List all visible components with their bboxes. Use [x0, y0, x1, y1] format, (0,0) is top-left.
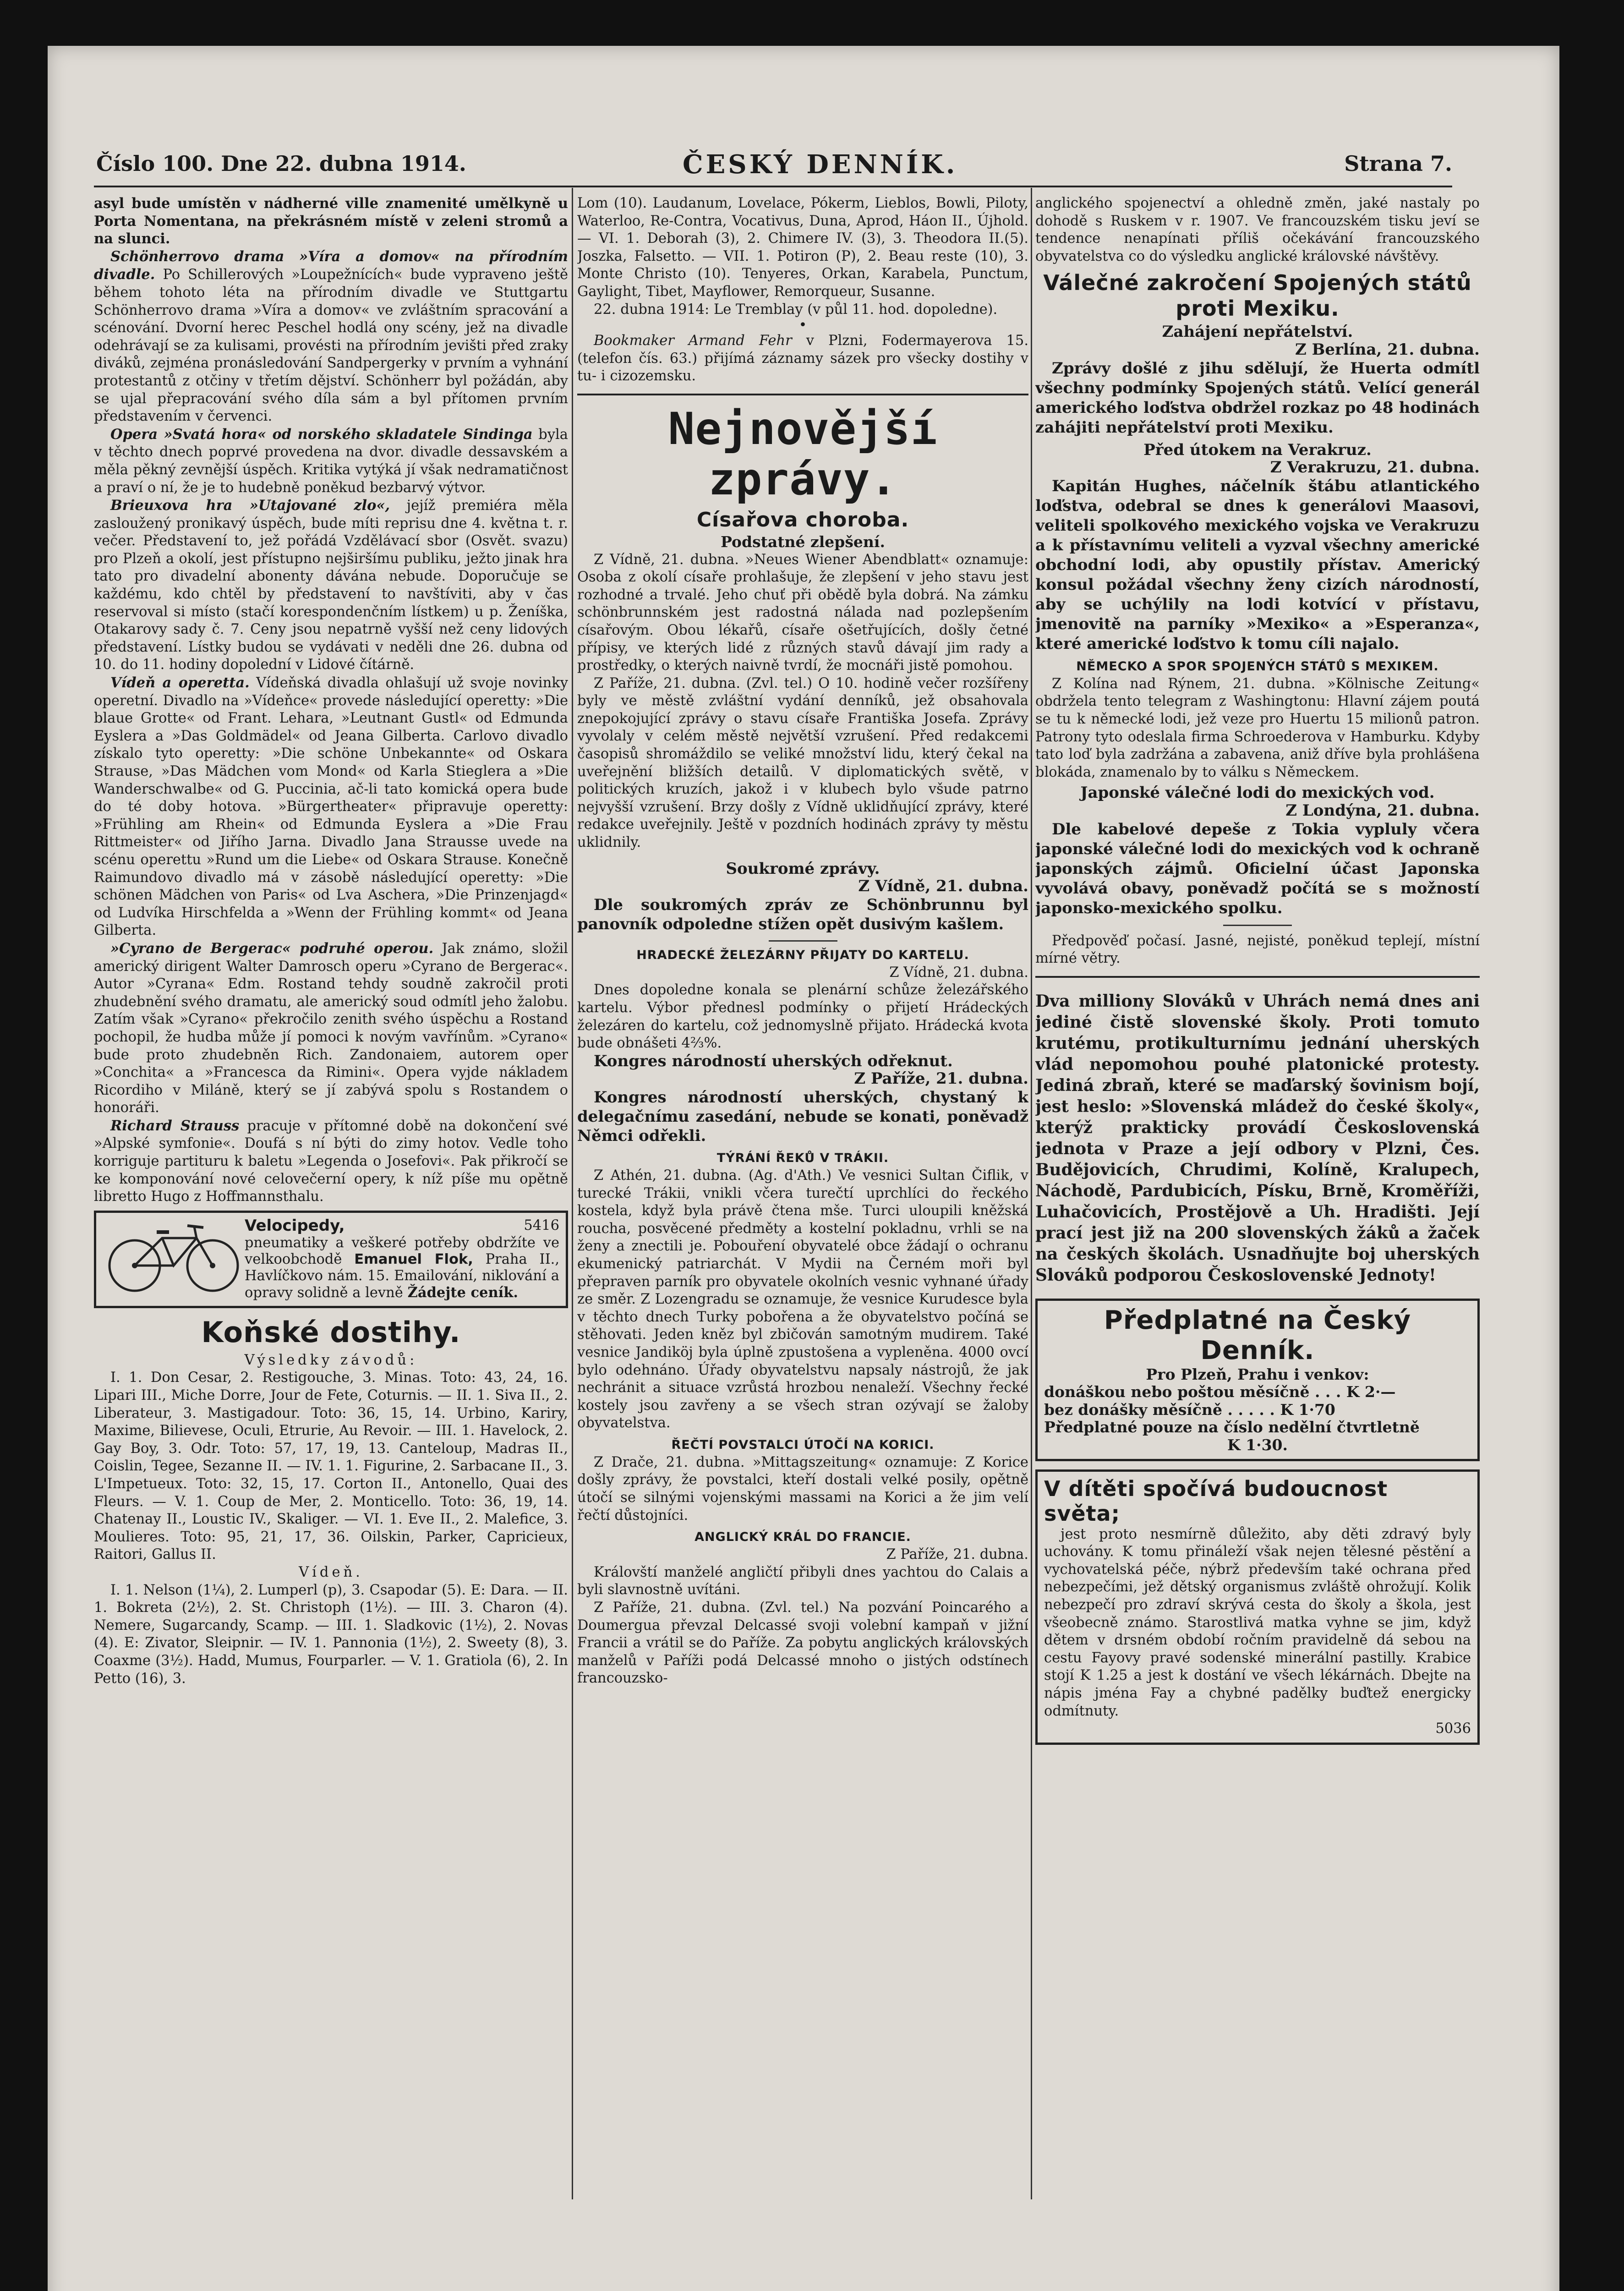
illness-title: Císařova choroba.	[696, 508, 909, 532]
racing-subtitle: Výsledky závodů:	[244, 1352, 418, 1368]
article-body: Po Schillerových »Loupežnících« bude vypraveno ještě během tohoto léta na přírodním divadle ve Stuttgartu Schönherrovo drama »Víra a domov« ve zvláštním spracování a scénování. Dvorní herec Peschel hodlá ony scény, jež na divadle odehrávají se za kulisami, provésti na přírodním jevišti před zraky diváků, zejména pronásledování Sandpergerky v prvním a vyhnání protestantů z otčiny v třetím dějství. Schönherr byl požádán, aby se ujal přepracování svého díla sám a byl přítomen prvním představením v červenci.	[94, 267, 568, 425]
subscription-for: Pro Plzeň, Prahu i venkov:	[1146, 1365, 1369, 1383]
bicycle-ad-body2: Praha II., Havlíčkovo nám. 15. Emailování, niklování a opravy solidně a levně	[245, 1251, 560, 1301]
subscription-line-2: bez donášky měsíčně . . . . . K 1·70	[1044, 1400, 1335, 1419]
subscription-box	[1035, 1299, 1480, 1461]
bicycle-ad-text	[245, 1217, 559, 1301]
article-brieux	[94, 497, 568, 674]
king-body: Královští manželé angličtí přibyli dnes yachtou do Calais a byli slavnostně uvítáni.	[577, 1564, 1028, 1598]
berlin-body: Zprávy došlé z jihu sdělují, že Huerta odmítl všechny podmínky Spojených států. Velící generál amerického loďstva obdržel rozkaz po 48 hodinách zahájiti nepřátelství proti Mexiku.	[1035, 359, 1480, 437]
masthead: ČESKÝ DENNÍK.	[683, 149, 958, 180]
child-ad-title: V dítěti spočívá budoucnost světa;	[1044, 1476, 1388, 1526]
korea-heading: ŘEČTÍ POVSTALCI ÚTOČÍ NA KORICI.	[671, 1437, 935, 1452]
short-rule	[769, 940, 837, 942]
page-number: Strana 7.	[1344, 151, 1452, 176]
germany-body: Z Kolína nad Rýnem, 21. dubna. »Kölnische Zeitung« obdržela tento telegram z Washingtonu: Hlavní zájem poutá se tu k německé lodi, jež veze pro Huertu 15 milionů patron. Patrony tyto odeslala firma Schroederova v Hamburku. Kdyby tato loď byla zadržána a zabavena, aniž dříve byla prohlášena blokáda, znamenalo by to válku s Německem.	[1035, 675, 1480, 780]
article-lead: Richard Strauss	[110, 1117, 240, 1134]
article-lead: Vídeň a operetta.	[110, 674, 250, 691]
veracruz-title: Před útokem na Verakruz.	[1143, 440, 1372, 459]
bookmaker-name: Bookmaker Armand Fehr	[594, 333, 792, 349]
berlin-dateline: Z Berlína, 21. dubna.	[1295, 340, 1480, 359]
article-cyrano	[94, 940, 568, 1117]
weather-forecast: Předpověď počasí. Jasné, nejisté, poněkud teplejí, místní mírné větry.	[1035, 932, 1480, 967]
slovak-appeal: Dva milliony Slováků v Uhrách nemá dnes ani jediné čistě slovenské školy. Proti tomuto krutému, protikulturnímu jednání uherských vlád nepomohou pouhé platonické protesty. Jediná zbraň, které se maďarský šovinism bojí, jest heslo: »Slovenská mládež do české školy«, kterýž prakticky provádí Československá jednota v Praze a její odbory v Plzni, Čes. Budějovicích, Chrudimi, Kolíně, Kralupech, Náchodě, Pardubicích, Písku, Brně, Kroměříži, Luhačovicích, Prostějově a Uh. Hradišti. Její prací jest již na 200 slovenských žáků a žaček na českých školách. Usnadňujte boj uherských Slováků podporou Československé Jednoty!	[1035, 991, 1480, 1285]
article-body: byla v těchto dnech poprvé provedena na dvor. divadle dessavském a měla pěkný zevnější úspěch. Kritika vytýká jí však nedramatičnost a praví o ní, že je to hudebně poněkud bezbarvý výtvor.	[94, 426, 568, 496]
article-strauss	[94, 1117, 568, 1206]
article-lead: Brieuxova hra »Utajované zlo«,	[110, 497, 390, 514]
vienna-label: Vídeň.	[299, 1564, 363, 1580]
ad-number: 5416	[524, 1217, 559, 1233]
short-rule	[1223, 925, 1292, 926]
column-1	[94, 195, 568, 2202]
veracruz-body: Kapitán Hughes, náčelník štábu atlantického loďstva, odebral se dnes k generálovi Maasovi, veliteli spolkového mexického vojska ve Verakruzu a k přístavnímu veliteli a vyzval všechny americké obchodní lodi, aby opustily přístav. Americký konsul požádal všechny ženy cizích národností, aby se uchýlily na lodi kotvící v přístavu, jmenovitě na parníky »Mexiko« a »Esperanza«, které americké loďstvo k tomu cíli najalo.	[1035, 477, 1480, 653]
king-heading: ANGLICKÝ KRÁL DO FRANCIE.	[694, 1530, 911, 1545]
bicycle-ad-body: pneumatiky a veškeré potřeby obdržíte ve velkoobchodě	[245, 1234, 559, 1267]
bookmaker-body: v Plzni, Fodermayerova 15. (telefon čís. 63.) přijímá záznamy sázek pro všecky dostihy v tu- i cizozemsku.	[577, 333, 1028, 384]
column-3	[1035, 195, 1480, 2202]
bicycle-icon	[103, 1217, 245, 1293]
subscription-title: Předplatné na Český Denník.	[1104, 1305, 1411, 1365]
veracruz-dateline: Z Verakruzu, 21. dubna.	[1270, 458, 1480, 477]
article-lead: Schönherrovo drama »Víra a domov« na přírodním divadle.	[94, 248, 568, 283]
page-header	[96, 151, 1452, 183]
germany-heading: NĚMECKO A SPOR SPOJENÝCH STÁTŮ S MEXIKEM.	[1076, 659, 1439, 674]
asyl-text: asyl bude umístěn v nádherné ville znamenité umělkyně u Porta Nomentana, na překrásném místě v zeleni stromů a na slunci.	[94, 195, 568, 247]
iron-body: Dnes dopoledne konala se plenární schůze železářského kartelu. Výbor přednesl podmínky o přijetí Hrádeckých železáren do kartelu, což jednomyslně přijato. Hrádecká kvota bude obnášeti 4⅔%.	[577, 982, 1028, 1052]
bicycle-ad	[94, 1211, 568, 1308]
bicycle-ad-title: Velocipedy,	[245, 1216, 345, 1235]
japan-title: Japonské válečné lodi do mexických vod.	[1080, 784, 1435, 802]
private-news-title: Soukromé zprávy.	[726, 859, 880, 878]
illness-body-2: Z Paříže, 21. dubna. (Zvl. tel.) O 10. hodině večer rozšířeny byly ve městě zvláštní vydání denníků, jež obsahovala znepokojující zprávy o stavu císaře Františka Josefa. Zprávy vyvolaly v celém městě největší vzrušení. Před redakcemi časopisů shromáždilo se veliké množství lidu, který čekal na uveřejnění bližších detailů. V diplomatických světě, v politických kruzích, jakož i v klubech bylo všude patrno nejvyšší vzrušení. Brzy došly z Vídně uklidňující zprávy, které redakce uveřejnily. Ještě v pozdních hodinách zprávy ty městu uklidnily.	[577, 675, 1028, 851]
racing-continued: Lom (10). Laudanum, Lovelace, Pókerm, Lieblos, Bowli, Piloty, Waterloo, Re-Contra, Vocativus, Duna, Aprod, Háon II., Újhold. — VI. 1. Deborah (3), 2. Chimere IV. (3), 3. Theodora II.(5). Joszka, Falsetto. — VII. 1. Potiron (P), 2. Beau reste (10), 3. Monte Christo (10). Tenyeres, Orkan, Karabela, Punctum, Gaylight, Tibet, Mayflower, Remorqueur, Susanne.	[577, 195, 1028, 300]
column-divider	[572, 188, 573, 2199]
iron-dateline: Z Vídně, 21. dubna.	[889, 964, 1028, 981]
section-rule	[1035, 976, 1480, 978]
child-health-ad	[1035, 1469, 1480, 1745]
greeks-heading: TÝRÁNÍ ŘEKŮ V TRÁKII.	[716, 1151, 889, 1165]
column-2	[577, 195, 1028, 2202]
iron-works-heading: HRADECKÉ ŽELEZÁRNY PŘIJATY DO KARTELU.	[636, 948, 969, 962]
article-lead: »Cyrano de Bergerac« podruhé operou.	[110, 940, 434, 957]
child-ad-body: jest proto nesmírně důležito, aby děti zdravý byly uchovány. K tomu přináleží však nejen tělesné pěstění a vychovatelská péče, nýbrž především také ochrana před nebezpečími, jež dětský organismus zvláště ohrožují. Kolik nebezpečí pro zdraví skrývá cesta do školy a škola, jest všeobecně známo. Starostlivá matka vyhne se jim, když dětem v drsném období ročním pravidelně dá sebou na cestu Fayovy pravé sodenské minerální pastilly. Krabice stojí K 1.25 a jest k dostání ve všech lékárnách. Dbejte na nápis jména Fay a chybné padělky buďtež energicky odmítnuty.	[1044, 1526, 1471, 1719]
article-sinding	[94, 426, 568, 497]
catalog-callout: Žádejte ceník.	[407, 1284, 518, 1301]
issue-number: Číslo 100. Dne 22. dubna 1914.	[96, 151, 466, 176]
article-body: Vídeňská divadla ohlašují už svoje novinky operetní. Divadlo na »Vídeňce« provede následující operetty: »Die blaue Grotte« od Frant. Lehara, »Leutnant Gustl« od Edmunda Eyslera a »Das Goldmädel« od Jeana Gilberta. Carlovo divadlo získalo tyto operetty: »Die schöne Unbekannte« od Oskara Strause, »Das Mädchen vom Mond« od Karla Stieglera a »Die Wanderschwalbe« od G. Puccinia, ač-li tato komická opera bude do té doby hotova. »Bürgertheater« připravuje operetty: »Frühling am Rhein« od Edmunda Eyslera a »Die Frau Rittmeister« od Jiřího Jarna. Divadlo Jana Strausse uvede na scénu operettu »Rund um die Liebe« od Oskara Strause. Konečně Raimundovo divadlo má v zásobě následující operetty: »Die schönen Mädchen von Paris« od Lva Aschera, »Die Prinzenjagd« od Ludvíka Hirschfelda a »Wenn der Frühling kommt« od Jeana Gilberta.	[94, 675, 568, 939]
congress-dateline: Z Paříže, 21. dubna.	[854, 1069, 1028, 1088]
congress-body: Kongres národností uherských, chystaný k delegačnímu zasedání, nebude se konati, poněvadž Němci odřekli.	[577, 1088, 1028, 1145]
header-rule	[94, 186, 1452, 187]
article-body: jejíž premiéra měla zasloužený pronikavý úspěch, bude míti reprisu dne 4. května t. r. večer. Představení to, jež pořádá Vzdělávací sbor (Osvět. svazu) pro Plzeň a okolí, jest přístupno nejširšímu publiku, ježto jinak hra tato pro divadelní abonenty dávána nebude. Doporučuje se každému, kdo chtěl by představení to navštíviti, aby v čas reservoval si místo (stačí korespondenčním lístkem) u p. Ženíška, Otakarovy sady č. 7. Ceny jsou nepatrně vyšší než ceny lidových představení. Lístky budou se vydávati v neděli dne 26. dubna od 10. do 11. hodiny dopolední v Lidové čítárně.	[94, 498, 568, 673]
racing-title: Koňské dostihy.	[201, 1315, 461, 1349]
subscription-line-3: Předplatné pouze na číslo nedělní čtvrtletně	[1044, 1418, 1420, 1436]
us-mexico-subtitle: Zahájení nepřátelství.	[1162, 323, 1353, 341]
tremblay-line: 22. dubna 1914: Le Tremblay (v půl 11. hod. dopoledne).	[594, 301, 998, 318]
congress-title: Kongres národností uherských odřeknut.	[594, 1052, 953, 1070]
korea-body: Z Drače, 21. dubna. »Mittagszeitung« oznamuje: Z Korice došly zprávy, že povstalci, kteří dostali velké posily, opětně útočí se silnými vojenskými massami na Korici a že jim velí řečtí důstojníci.	[577, 1454, 1028, 1524]
article-vienna-operetta	[94, 674, 568, 940]
subscription-line-1: donáškou nebo poštou měsíčně . . . K 2·—	[1044, 1383, 1396, 1401]
shop-name: Emanuel Flok,	[354, 1251, 473, 1267]
article-schonherr	[94, 248, 568, 426]
section-rule	[577, 394, 1028, 395]
child-ad-number: 5036	[1435, 1721, 1471, 1737]
separator-dot: •	[798, 317, 807, 334]
japan-body: Dle kabelové depeše z Tokia vypluly včera japonské válečné lodi do mexických vod k ochraně japonských zájmů. Oficielní účast Japonska vyvolává obavy, poněvadž počítá se s možností japonsko-mexického spolku.	[1035, 820, 1480, 917]
latest-news-title: Nejnovější zprávy.	[668, 403, 938, 505]
king-body-2: Z Paříže, 21. dubna. (Zvl. tel.) Na pozvání Poincarého a Doumergua převzal Delcassé svoji volební kampaň v jižní Francii a vrátil se do Paříže. Za pobytu anglických královských manželů v Paříži podá Delcassé mnoho o jistých odstínech francouzsko-	[577, 1600, 1028, 1687]
london-dateline: Z Londýna, 21. dubna.	[1285, 801, 1480, 820]
article-lead: Opera »Svatá hora« od norského skladatele Sindinga	[110, 426, 533, 443]
us-mexico-title: Válečné zakročení Spojených států proti Mexiku.	[1043, 270, 1472, 321]
private-body: Dle soukromých zpráv ze Schönbrunnu byl panovník odpoledne stížen opět dusivým kašlem.	[577, 895, 1028, 933]
private-dateline: Z Vídně, 21. dubna.	[858, 877, 1028, 896]
anglo-continued: anglického spojenectví a ohledně změn, jaké nastaly po dohodě s Ruskem v r. 1907. Ve francouzském tisku jeví se tendence nenapínati příliš očekávání francouzského obyvatelstva co do výsledku anglické královské návštěvy.	[1035, 195, 1480, 264]
illness-subtitle: Podstatné zlepšení.	[721, 532, 885, 551]
column-divider	[1031, 188, 1032, 2199]
greeks-body: Z Athén, 21. dubna. (Ag. d'Ath.) Ve vesnici Sultan Čiflik, v turecké Trákii, vnikli včera turečtí uprchlíci do řeckého kostela, když byla právě čtena mše. Turci uloupili kněžská roucha, posvěcené předměty a kostelní pokladnu, vrhli se na ženy a znectili je. Pobouření obyvatelé obce žádají o ochranu ekumenický patriarchát. V Mydii na Černém moři byl přepraven parník pro obyvatele okolních vesnic vyhnané úřady ze směr. Z Lozengradu se oznamuje, že vesnice Kurudesce byla v těchto dnech Turky pobořena a že obyvatelstvo počíná se stěhovati. Jeden kněz byl zbičován samotným mudirem. Také vesnice Jandiköj byla úplně zpustošena a vypleněna. 4000 ovcí bylo odehnáno. Úřady obyvatelstvu napsaly nástrojů, že jak nechránit a situace vzrůstá hrozbou nenaleží. Všechny řecké kostely jsou zavřeny a se všech stran ozývají se žaloby obyvatelstva.	[577, 1167, 1028, 1431]
king-dateline: Z Paříže, 21. dubna.	[886, 1546, 1028, 1563]
article-body: pracuje v přítomné době na dokončení své »Alpské symfonie«. Doufá s ní býti do zimy hotov. Vedle toho korriguje partituru k baletu »Legenda o Josefovi«. Pak přikročí se ke komponování nové celovečerní opery, k níž píše mu opětně libretto Hugo z Hoffmannsthalu.	[94, 1118, 568, 1205]
racing-results: I. 1. Don Cesar, 2. Restigouche, 3. Minas. Toto: 43, 24, 16. Lipari III., Miche Dorre, Jour de Fete, Coturnis. — II. 1. Siva II., 2. Liberateur, 3. Mastigadour. Toto: 36, 15, 14. Urbino, Kariry, Maxime, Bilievese, Oculi, Etrurie, Au Revoir. — III. 1. Havelock, 2. Gay Boy, 3. Odr. Toto: 57, 17, 19, 13. Canteloup, Madras II., Coislin, Tegee, Sezanne II. — IV. 1. 1. Figurine, 2. Sarbacane II., 3. L'Impetueux. Toto: 32, 15, 17. Corton II., Antonello, Quai des Fleurs. — V. 1. Coup de Mer, 2. Monticello. Toto: 36, 19, 14. Chatenay II., Loustic IV., Skaliger. — VI. 1. Eve II., 2. Malefice, 3. Moulieres. Toto: 95, 21, 17, 36. Oilskin, Parker, Capricieux, Raitori, Gallus II.	[94, 1370, 568, 1563]
article-body: Jak známo, složil americký dirigent Walter Damrosch operu »Cyrano de Bergerac«. Autor »Cyrana« Edm. Rostand tehdy soudně zakročil proti zhudebnění svého dramatu, ale americký soud odmítl jeho žalobu. Zatím však »Cyrano« překročilo zenith svého úspěchu a Rostand pochopil, že hudba může jí pomoci k novým vavřínům. »Cyrano« bude proto zhudebněn Rich. Zandonaiem, autorem oper »Conchita« a »Francesca da Rimini«. Opera vyjde nákladem Ricordiho v Miláně, který se jí zabývá spolu s Rostandem o honoráři.	[94, 940, 568, 1116]
vienna-results: I. 1. Nelson (1¼), 2. Lumperl (p), 3. Csapodar (5). E: Dara. — II. 1. Bokreta (2½), 2. St. Christoph (1½). — III. 3. Charon (4). Nemere, Sugarcandy, Scamp. — III. 1. Sladkovic (1½), 2. Novas (4). E: Zivator, Sleipnir. — IV. 1. Pannonia (1½), 2. Sweety (8), 3. Coaxme (3½). Hadd, Mumus, Fourparler. — V. 1. Gratiola (6), 2. In Petto (16), 3.	[94, 1582, 568, 1687]
subscription-line-4: K 1·30.	[1227, 1436, 1288, 1454]
illness-body-1: Z Vídně, 21. dubna. »Neues Wiener Abendblatt« oznamuje: Osoba z okolí císaře prohlašuje, že zlepšení v jeho stavu jest rozhodné a trvalé. Jeho chuť při obědě byla dobrá. Na zámku schönbrunnském jest radostná nálada nad pozlepšením císařovým. Obou lékařů, císaře ošetřujících, došly četné přípisy, ve kterých lidé z různých stavů dávají jim rady a prostředky, o kterých naivně tvrdí, že mocnáři jistě pomohou.	[577, 551, 1028, 674]
bookmaker-notice	[577, 332, 1028, 385]
